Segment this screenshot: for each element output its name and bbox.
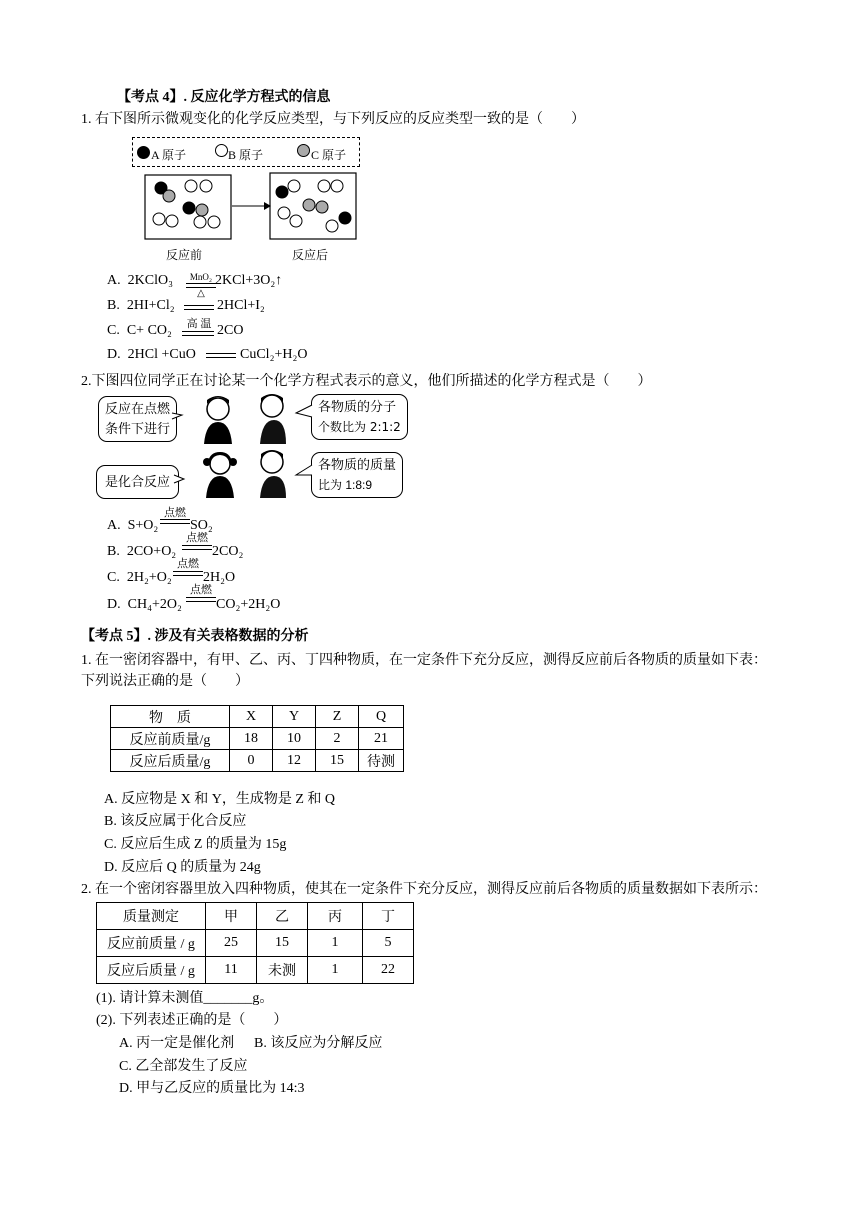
s5-q2-table — [96, 902, 414, 984]
s5-q2-stem: 2. 在一个密闭容器里放入四种物质，使其在一定条件下充分反应，测得反应前后各物质的质量数据如下表所示： — [81, 882, 767, 897]
s5-q1-option-a: A. 反应物是 X 和 Y，生成物是 Z 和 Q — [104, 792, 335, 807]
equals-sign — [173, 571, 203, 576]
equals-sign — [186, 597, 216, 602]
q1-d-rhs: CuCl₂+H₂O — [240, 347, 308, 362]
q2-stem: 2.下图四位同学正在讨论某一个化学方程式表示的意义，他们所描述的化学方程式是（ ） — [81, 374, 652, 389]
q2-d-condition: 点燃 — [190, 584, 212, 596]
table-row: 反应前质量 / g 25 15 1 5 — [97, 930, 414, 957]
atom-b-icon — [215, 144, 228, 157]
q2-option-b: B. 2CO+O₂ — [107, 544, 177, 559]
atom-a-icon — [137, 146, 150, 159]
legend-b-label: B 原子 — [228, 148, 264, 162]
q1-stem: 1. 右下图所示微观变化的化学反应类型，与下列反应的反应类型一致的是（ ） — [81, 112, 585, 127]
equals-sign — [182, 331, 214, 336]
q2-c-condition: 点燃 — [177, 558, 199, 570]
s5-q1-option-d: D. 反应后 Q 的质量为 24g — [104, 860, 261, 875]
equals-sign — [206, 353, 236, 358]
equals-sign — [182, 545, 212, 550]
s5-q1-stem-line2: 下列说法正确的是（ ） — [81, 674, 249, 689]
speech-bubble-3: 是化合反应 — [96, 465, 179, 499]
q2-d-rhs: CO₂+2H₂O — [216, 597, 281, 612]
equals-sign — [184, 305, 214, 310]
q1-a-catalyst: MnO₂ — [189, 272, 213, 282]
section5-title: 【考点 5】. 涉及有关表格数据的分析 — [81, 629, 309, 644]
s5-q2-option-d: D. 甲与乙反应的质量比为 14:3 — [119, 1081, 305, 1096]
s5-q1-option-c: C. 反应后生成 Z 的质量为 15g — [104, 837, 287, 852]
legend-c-label: C 原子 — [311, 148, 347, 162]
q1-b-rhs: 2HCl+I₂ — [217, 298, 265, 313]
q2-b-rhs: 2CO₂ — [212, 544, 244, 559]
label-before: 反应前 — [166, 248, 203, 262]
atom-c-icon — [297, 144, 310, 157]
table-header-row: 物 质 X Y Z Q — [111, 706, 404, 728]
section4-title: 【考点 4】. 反应化学方程式的信息 — [117, 90, 331, 105]
s5-q1-stem-line1: 1. 在一密闭容器中，有甲、乙、丙、丁四种物质，在一定条件下充分反应，测得反应前后各物质的质量如下表： — [81, 653, 767, 668]
speech-bubble-1: 反应在点燃 条件下进行 — [98, 396, 177, 442]
s5-q2-sub1: (1). 请计算未测值_______g。 — [96, 991, 274, 1006]
table-header-row: 质量测定 甲 乙 丙 丁 — [97, 903, 414, 930]
table-row: 反应前质量/g 18 10 2 21 — [111, 728, 404, 750]
speech-bubble-4: 各物质的质量 比为 1:8:9 — [311, 452, 403, 498]
s5-q1-option-b: B. 该反应属于化合反应 — [104, 814, 247, 829]
q2-a-condition: 点燃 — [164, 507, 186, 519]
s5-q2-option-a: A. 丙一定是催化剂 — [119, 1036, 235, 1051]
q1-a-heat: △ — [197, 288, 205, 299]
s5-q2-option-b: B. 该反应为分解反应 — [254, 1036, 383, 1051]
s5-q1-table — [110, 705, 404, 772]
table-row: 反应后质量/g 0 12 15 待测 — [111, 750, 404, 772]
equals-sign — [160, 519, 190, 524]
legend-a-label: A 原子 — [151, 148, 187, 162]
bubble-tails — [160, 395, 330, 495]
table-row: 反应后质量 / g 11 未测 1 22 — [97, 957, 414, 984]
q1-option-d: D. 2HCl +CuO — [107, 347, 196, 362]
label-after: 反应后 — [292, 248, 329, 262]
s5-q2-sub2: (2). 下列表述正确的是（ ） — [96, 1013, 288, 1028]
speech-bubble-2: 各物质的分子 个数比为 2:1:2 — [311, 394, 408, 440]
q1-option-c: C. C+ CO₂ — [107, 323, 172, 338]
q2-b-condition: 点燃 — [186, 532, 208, 544]
micro-reaction-diagram — [144, 172, 364, 244]
q1-c-rhs: 2CO — [217, 323, 244, 338]
atom-legend — [132, 137, 360, 167]
q2-option-a: A. S+O₂ — [107, 518, 159, 533]
q1-a-rhs: 2KCl+3O₂↑ — [215, 273, 283, 288]
q1-option-b: B. 2HI+Cl₂ — [107, 298, 175, 313]
q1-option-a: A. 2KClO₃ — [107, 273, 173, 288]
q1-c-condition: 高 温 — [186, 318, 212, 330]
q2-option-c: C. 2H₂+O₂ — [107, 570, 172, 585]
q2-option-d: D. CH₄+2O₂ — [107, 597, 182, 612]
q2-a-rhs: SO₂ — [190, 518, 213, 533]
q2-c-rhs: 2H₂O — [203, 570, 236, 585]
s5-q2-option-c: C. 乙全部发生了反应 — [119, 1059, 248, 1074]
